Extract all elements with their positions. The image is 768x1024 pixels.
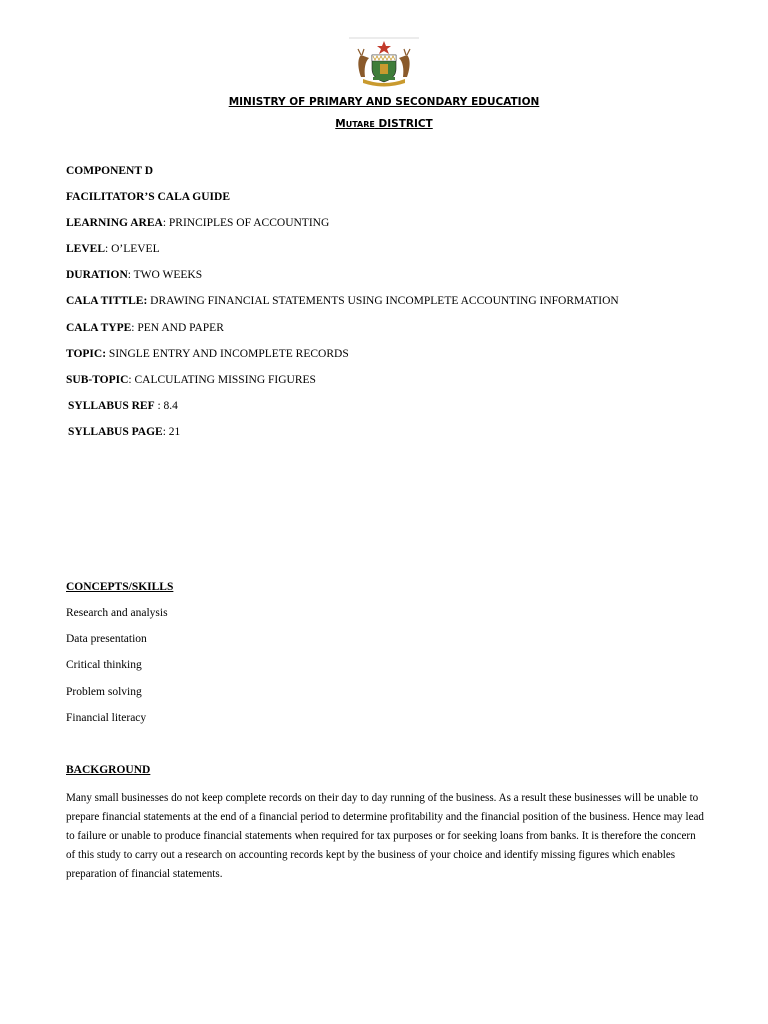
level-line xyxy=(66,243,160,255)
duration-line xyxy=(66,269,202,281)
syllabus-ref-line xyxy=(68,400,178,412)
learning-area-line xyxy=(66,217,329,229)
syllabus-page-label: SYLLABUS PAGE xyxy=(68,426,163,438)
syllabus-page-value: : 21 xyxy=(162,426,181,438)
cala-title-label: CALA TITTLE: xyxy=(66,295,148,307)
background-heading: BACKGROUND xyxy=(66,764,151,776)
district-initial: M xyxy=(335,118,346,130)
duration-label: DURATION xyxy=(66,269,128,281)
subtopic-label: SUB-TOPIC xyxy=(66,374,129,386)
topic-line xyxy=(66,348,349,360)
level-label: LEVEL xyxy=(66,243,105,255)
cala-type-label: CALA TYPE xyxy=(66,322,132,334)
topic-label: TOPIC: xyxy=(66,348,107,360)
district-name-rest: UTARE xyxy=(345,120,375,129)
syllabus-ref-value: : 8.4 xyxy=(154,400,178,412)
district-heading xyxy=(0,118,768,130)
syllabus-page-line xyxy=(68,426,180,438)
topic-value: SINGLE ENTRY AND INCOMPLETE RECORDS xyxy=(106,348,349,360)
cala-type-value: : PEN AND PAPER xyxy=(131,322,224,334)
district-word: DISTRICT xyxy=(378,118,433,130)
background-paragraph: Many small businesses do not keep complete records on their day to day running of the business. As a result these businesses will be unable to prepare financial statements at the end of a financial period to determine profitability and the financial position of the business. Hence may lead to failure or unable to produce financial statements when required for tax purposes or for seeking loans from banks. It is therefore the concern of this study to carry out a research on accounting records kept by the business of your choice and identify missing figures which enables preparation of financial statements. xyxy=(66,792,704,880)
level-value: : O’LEVEL xyxy=(105,243,160,255)
learning-area-label: LEARNING AREA xyxy=(66,217,163,229)
learning-area-value: : PRINCIPLES OF ACCOUNTING xyxy=(162,217,330,229)
concepts-heading: CONCEPTS/SKILLS xyxy=(66,581,174,593)
subtopic-line xyxy=(66,374,316,386)
guide-line xyxy=(66,191,230,203)
component-text: COMPONENT D xyxy=(66,165,153,177)
cala-title-line xyxy=(66,295,619,307)
concept-item: Critical thinking xyxy=(66,659,142,671)
cala-type-line xyxy=(66,322,224,334)
coat-of-arms-emblem xyxy=(349,37,419,89)
ministry-heading: MINISTRY OF PRIMARY AND SECONDARY EDUCATION xyxy=(228,96,540,108)
subtopic-value: : CALCULATING MISSING FIGURES xyxy=(128,374,316,386)
concept-item: Data presentation xyxy=(66,633,147,645)
syllabus-ref-label: SYLLABUS REF xyxy=(68,400,155,412)
concept-item: Problem solving xyxy=(66,686,142,698)
cala-title-value: DRAWING FINANCIAL STATEMENTS USING INCOMPLETE ACCOUNTING INFORMATION xyxy=(147,295,619,307)
concept-item: Financial literacy xyxy=(66,712,147,724)
concept-item: Research and analysis xyxy=(66,607,168,619)
duration-value: : TWO WEEKS xyxy=(127,269,203,281)
component-line xyxy=(66,165,153,177)
guide-text: FACILITATOR’S CALA GUIDE xyxy=(66,191,231,203)
